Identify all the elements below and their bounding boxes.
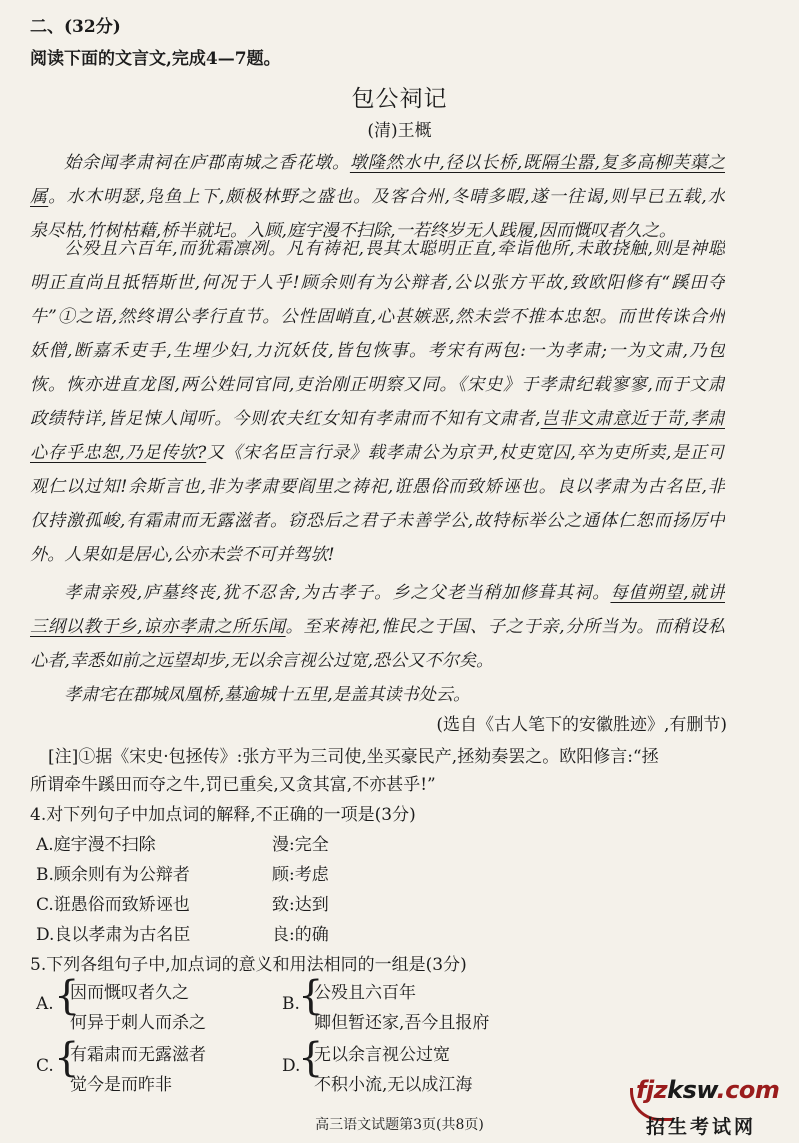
text-line — [30, 182, 725, 207]
text-span: 孝肃宅在郡城凤凰桥,墓逾城十五里,是盖其读书处云。 — [64, 685, 471, 705]
underlined-span: 岂非文肃意近于苛,孝肃 — [540, 409, 725, 429]
text-span: 仅持激孤峻,有霜肃而无露滋者。窃恐后之君子未善学公,故特标举公之通体仁恕而扬厉中 — [30, 511, 725, 531]
brace-glyph: { — [54, 1035, 80, 1081]
text-span: 外。人果如是居心,公亦未尝不可并驾欤! — [30, 545, 335, 565]
underlined-span: 墩隆然水中,径以长桥,既隔尘嚣,复多高柳芙蕖之 — [349, 153, 725, 173]
text-line — [30, 578, 725, 603]
source-citation: (选自《古人笔下的安徽胜迹》,有删节) — [436, 715, 727, 735]
q5-option-c-line2: 觉今是而昨非 — [70, 1075, 172, 1095]
text-line — [30, 472, 725, 497]
text-span: 泉尽枯,竹树枯藉,桥半就圮。入顾,庭宇漫不扫除,一若终岁无人践履,因而慨叹者久之。 — [30, 221, 677, 241]
text-span: 观仁以过知!余斯言也,非为孝肃要阎里之祷祀,诳愚俗而致矫诬也。良以孝肃为古名臣,非 — [30, 477, 725, 497]
watermark-name: 招生考试网 — [646, 1116, 757, 1138]
text-span: 心者,幸悉如前之远望却步,无以余言视公过宽,恐公又不尔矣。 — [30, 651, 494, 671]
q5-option-b-line1: 公殁且六百年 — [314, 983, 416, 1003]
q5-option-b-line2: 卿但暂还家,吾今且报府 — [314, 1013, 490, 1033]
q5-option-b-letter: B. — [282, 994, 300, 1014]
q5-option-d-line2: 不积小流,无以成江海 — [314, 1075, 473, 1095]
q4-option-b-gloss: 顾:考虑 — [272, 865, 329, 885]
q4-option-c: C.诳愚俗而致矫诬也 — [36, 895, 190, 915]
text-line — [30, 680, 530, 705]
q5-option-d-line1: 无以余言视公过宽 — [314, 1045, 450, 1065]
question-5-stem: 5.下列各组句子中,加点词的意义和用法相同的一组是(3分) — [30, 955, 467, 975]
brace-glyph: { — [298, 973, 324, 1019]
text-span: 政绩特详,皆足悚人闻听。今则农夫红女知有孝肃而不知有文肃者, — [30, 409, 541, 429]
underlined-span: 心存乎忠恕,乃足传欤? — [30, 443, 207, 463]
text-span: 始余闻孝肃祠在庐郡南城之香花墩。 — [64, 153, 350, 173]
page-footer: 高三语文试题第3页(共8页) — [315, 1117, 484, 1133]
watermark-logo — [630, 1074, 790, 1138]
text-line — [30, 438, 725, 463]
watermark-url-part: ksw — [667, 1076, 717, 1104]
watermark-url-part: fjz — [636, 1076, 668, 1104]
section-heading: 二、(32分) — [30, 17, 121, 37]
q5-option-a-letter: A. — [36, 994, 54, 1014]
text-line — [30, 268, 725, 293]
watermark-url — [636, 1076, 779, 1104]
brace-glyph: { — [298, 1035, 324, 1081]
q4-option-d: D.良以孝肃为古名臣 — [36, 925, 191, 945]
text-span: 牛”①之语,然终谓公孝行直节。公性固峭直,心甚嫉恶,然未尝不推本忠恕。而世传诛合州 — [30, 307, 725, 327]
text-span: 又《宋名臣言行录》载孝肃公为京尹,杖吏宽囚,卒为吏所卖,是正可 — [206, 443, 725, 463]
text-line — [30, 506, 725, 531]
underlined-span: 每值朔望,就讲 — [610, 583, 725, 603]
text-span: 恢。恢亦进直龙图,两公姓同官同,吏治刚正明察又同。《宋史》于孝肃纪载寥寥,而于文肃 — [30, 375, 725, 395]
q4-option-d-gloss: 良:的确 — [272, 925, 329, 945]
text-span: 。水木明瑟,凫鱼上下,颇极林野之盛也。及客合州,冬晴多暇,遂一往谒,则早已五载,水 — [48, 187, 725, 207]
q4-option-c-gloss: 致:达到 — [272, 895, 329, 915]
q5-option-c-letter: C. — [36, 1056, 54, 1076]
text-line — [30, 336, 725, 361]
text-span: 明正直尚且抵牾斯世,何况于人乎!顾余则有为公辩者,公以张方平故,致欧阳修有“蹊田夺 — [30, 273, 725, 293]
text-span: 妖僧,断嘉禾吏手,生埋少妇,力沉妖伎,皆包恢事。考宋有两包:一为孝肃;一为文肃,乃包 — [30, 341, 725, 361]
text-line — [30, 646, 725, 671]
text-line — [30, 612, 725, 637]
q4-option-b: B.顾余则有为公辩者 — [36, 865, 190, 885]
text-span: 公殁且六百年,而犹霜凛冽。凡有祷祀,畏其太聪明正直,牵诣他所,未敢挠触,则是神聪 — [64, 239, 725, 259]
footnote-line: [注]①据《宋史·包拯传》:张方平为三司使,坐买豪民产,拯劾奏罢之。欧阳修言:“拯 — [48, 747, 659, 767]
q5-option-d-letter: D. — [282, 1056, 301, 1076]
footnote-line: 所谓牵牛蹊田而夺之牛,罚已重矣,又贪其富,不亦甚乎!” — [30, 775, 436, 795]
text-line — [30, 404, 725, 429]
text-span: 孝肃亲殁,庐墓终丧,犹不忍舍,为古孝子。乡之父老当稍加修葺其祠。 — [64, 583, 611, 603]
text-line — [30, 540, 725, 565]
q5-option-a-line2: 何异于刺人而杀之 — [70, 1013, 206, 1033]
watermark-url-part: .com — [716, 1076, 780, 1104]
q4-option-a-gloss: 漫:完全 — [272, 835, 329, 855]
q5-option-a-line1: 因而慨叹者久之 — [70, 983, 189, 1003]
q5-option-c-line1: 有霜肃而无露滋者 — [70, 1045, 206, 1065]
text-line — [30, 302, 725, 327]
brace-glyph: { — [54, 973, 80, 1019]
question-4-stem: 4.对下列句子中加点词的解释,不正确的一项是(3分) — [30, 805, 416, 825]
text-span: 。至来祷祀,惟民之于国、子之于亲,分所当为。而稍设私 — [285, 617, 725, 637]
text-line — [30, 148, 725, 173]
underlined-span: 属 — [30, 187, 49, 207]
underlined-span: 三纲以教于乡,谅亦孝肃之所乐闻 — [30, 617, 286, 637]
text-line — [30, 234, 725, 259]
section-instruction: 阅读下面的文言文,完成4—7题。 — [30, 49, 281, 69]
article-author: (清)王概 — [367, 121, 432, 141]
article-title: 包公祠记 — [351, 86, 448, 112]
text-line — [30, 370, 725, 395]
q4-option-a: A.庭宇漫不扫除 — [36, 835, 156, 855]
